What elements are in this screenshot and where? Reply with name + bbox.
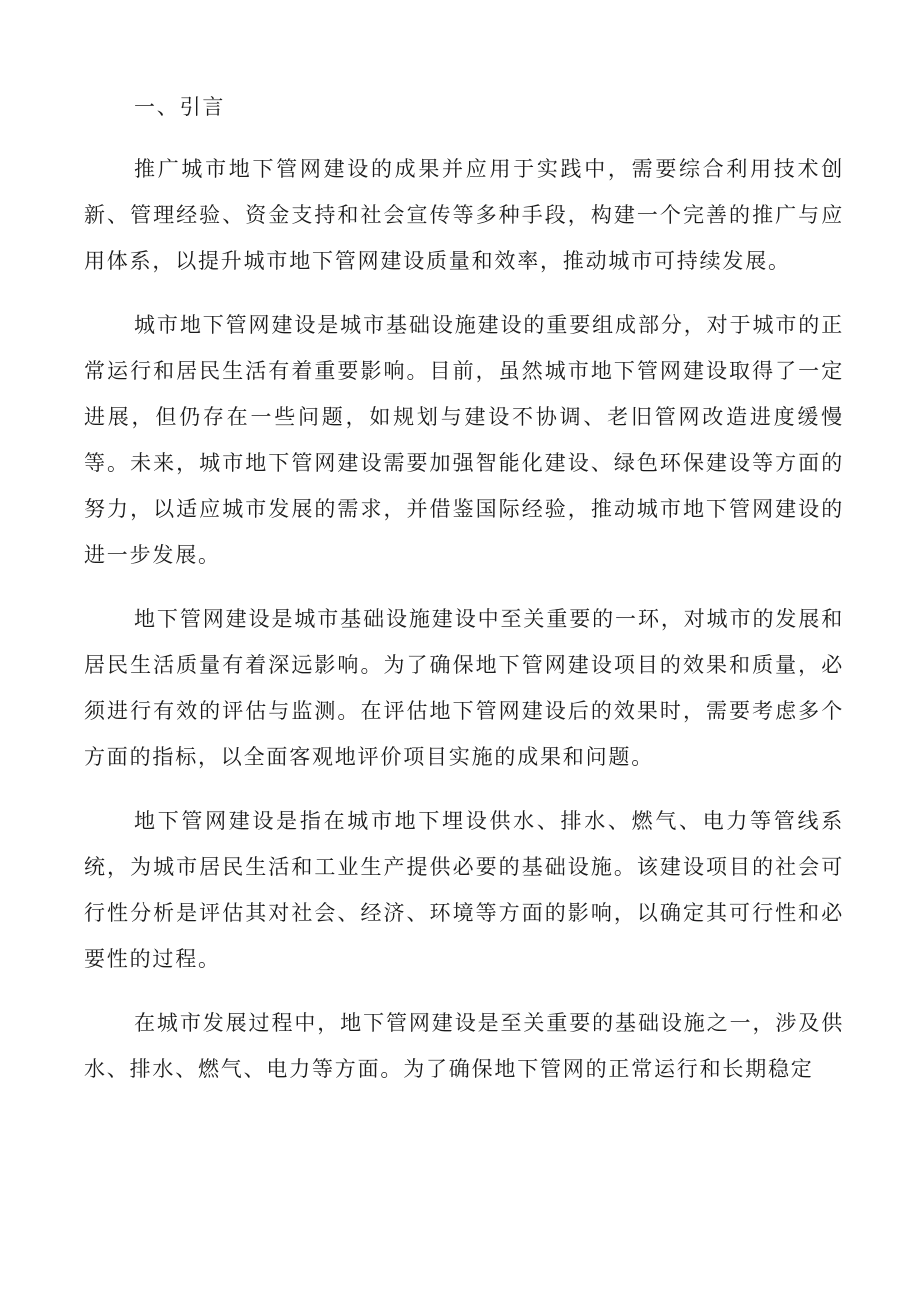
paragraph-4: 地下管网建设是指在城市地下埋设供水、排水、燃气、电力等管线系统，为城市居民生活和工业生产提供必要的基础设施。该建设项目的社会可行性分析是评估其对社会、经济、环境等方面的影响，以确定其可行性和必要性的过程。: [84, 809, 844, 971]
document-body: [84, 84, 844, 1110]
paragraph-3: 地下管网建设是城市基础设施建设中至关重要的一环，对城市的发展和居民生活质量有着深远影响。为了确保地下管网建设项目的效果和质量，必须进行有效的评估与监测。在评估地下管网建设后的效果时，需要考虑多个方面的指标，以全面客观地评价项目实施的成果和问题。: [84, 607, 844, 769]
paragraph-5: 在城市发展过程中，地下管网建设是至关重要的基础设施之一，涉及供水、排水、燃气、电力等方面。为了确保地下管网的正常运行和长期稳定: [84, 1011, 844, 1081]
section-heading: 一、引言: [134, 95, 226, 119]
paragraph-1: 推广城市地下管网建设的成果并应用于实践中，需要综合利用技术创新、管理经验、资金支持和社会宣传等多种手段，构建一个完善的推广与应用体系，以提升城市地下管网建设质量和效率，推动城市可持续发展。: [84, 157, 844, 273]
paragraph-2: 城市地下管网建设是城市基础设施建设的重要组成部分，对于城市的正常运行和居民生活有着重要影响。目前，虽然城市地下管网建设取得了一定进展，但仍存在一些问题，如规划与建设不协调、老旧管网改造进度缓慢等。未来，城市地下管网建设需要加强智能化建设、绿色环保建设等方面的努力，以适应城市发展的需求，并借鉴国际经验，推动城市地下管网建设的进一步发展。: [84, 313, 844, 567]
